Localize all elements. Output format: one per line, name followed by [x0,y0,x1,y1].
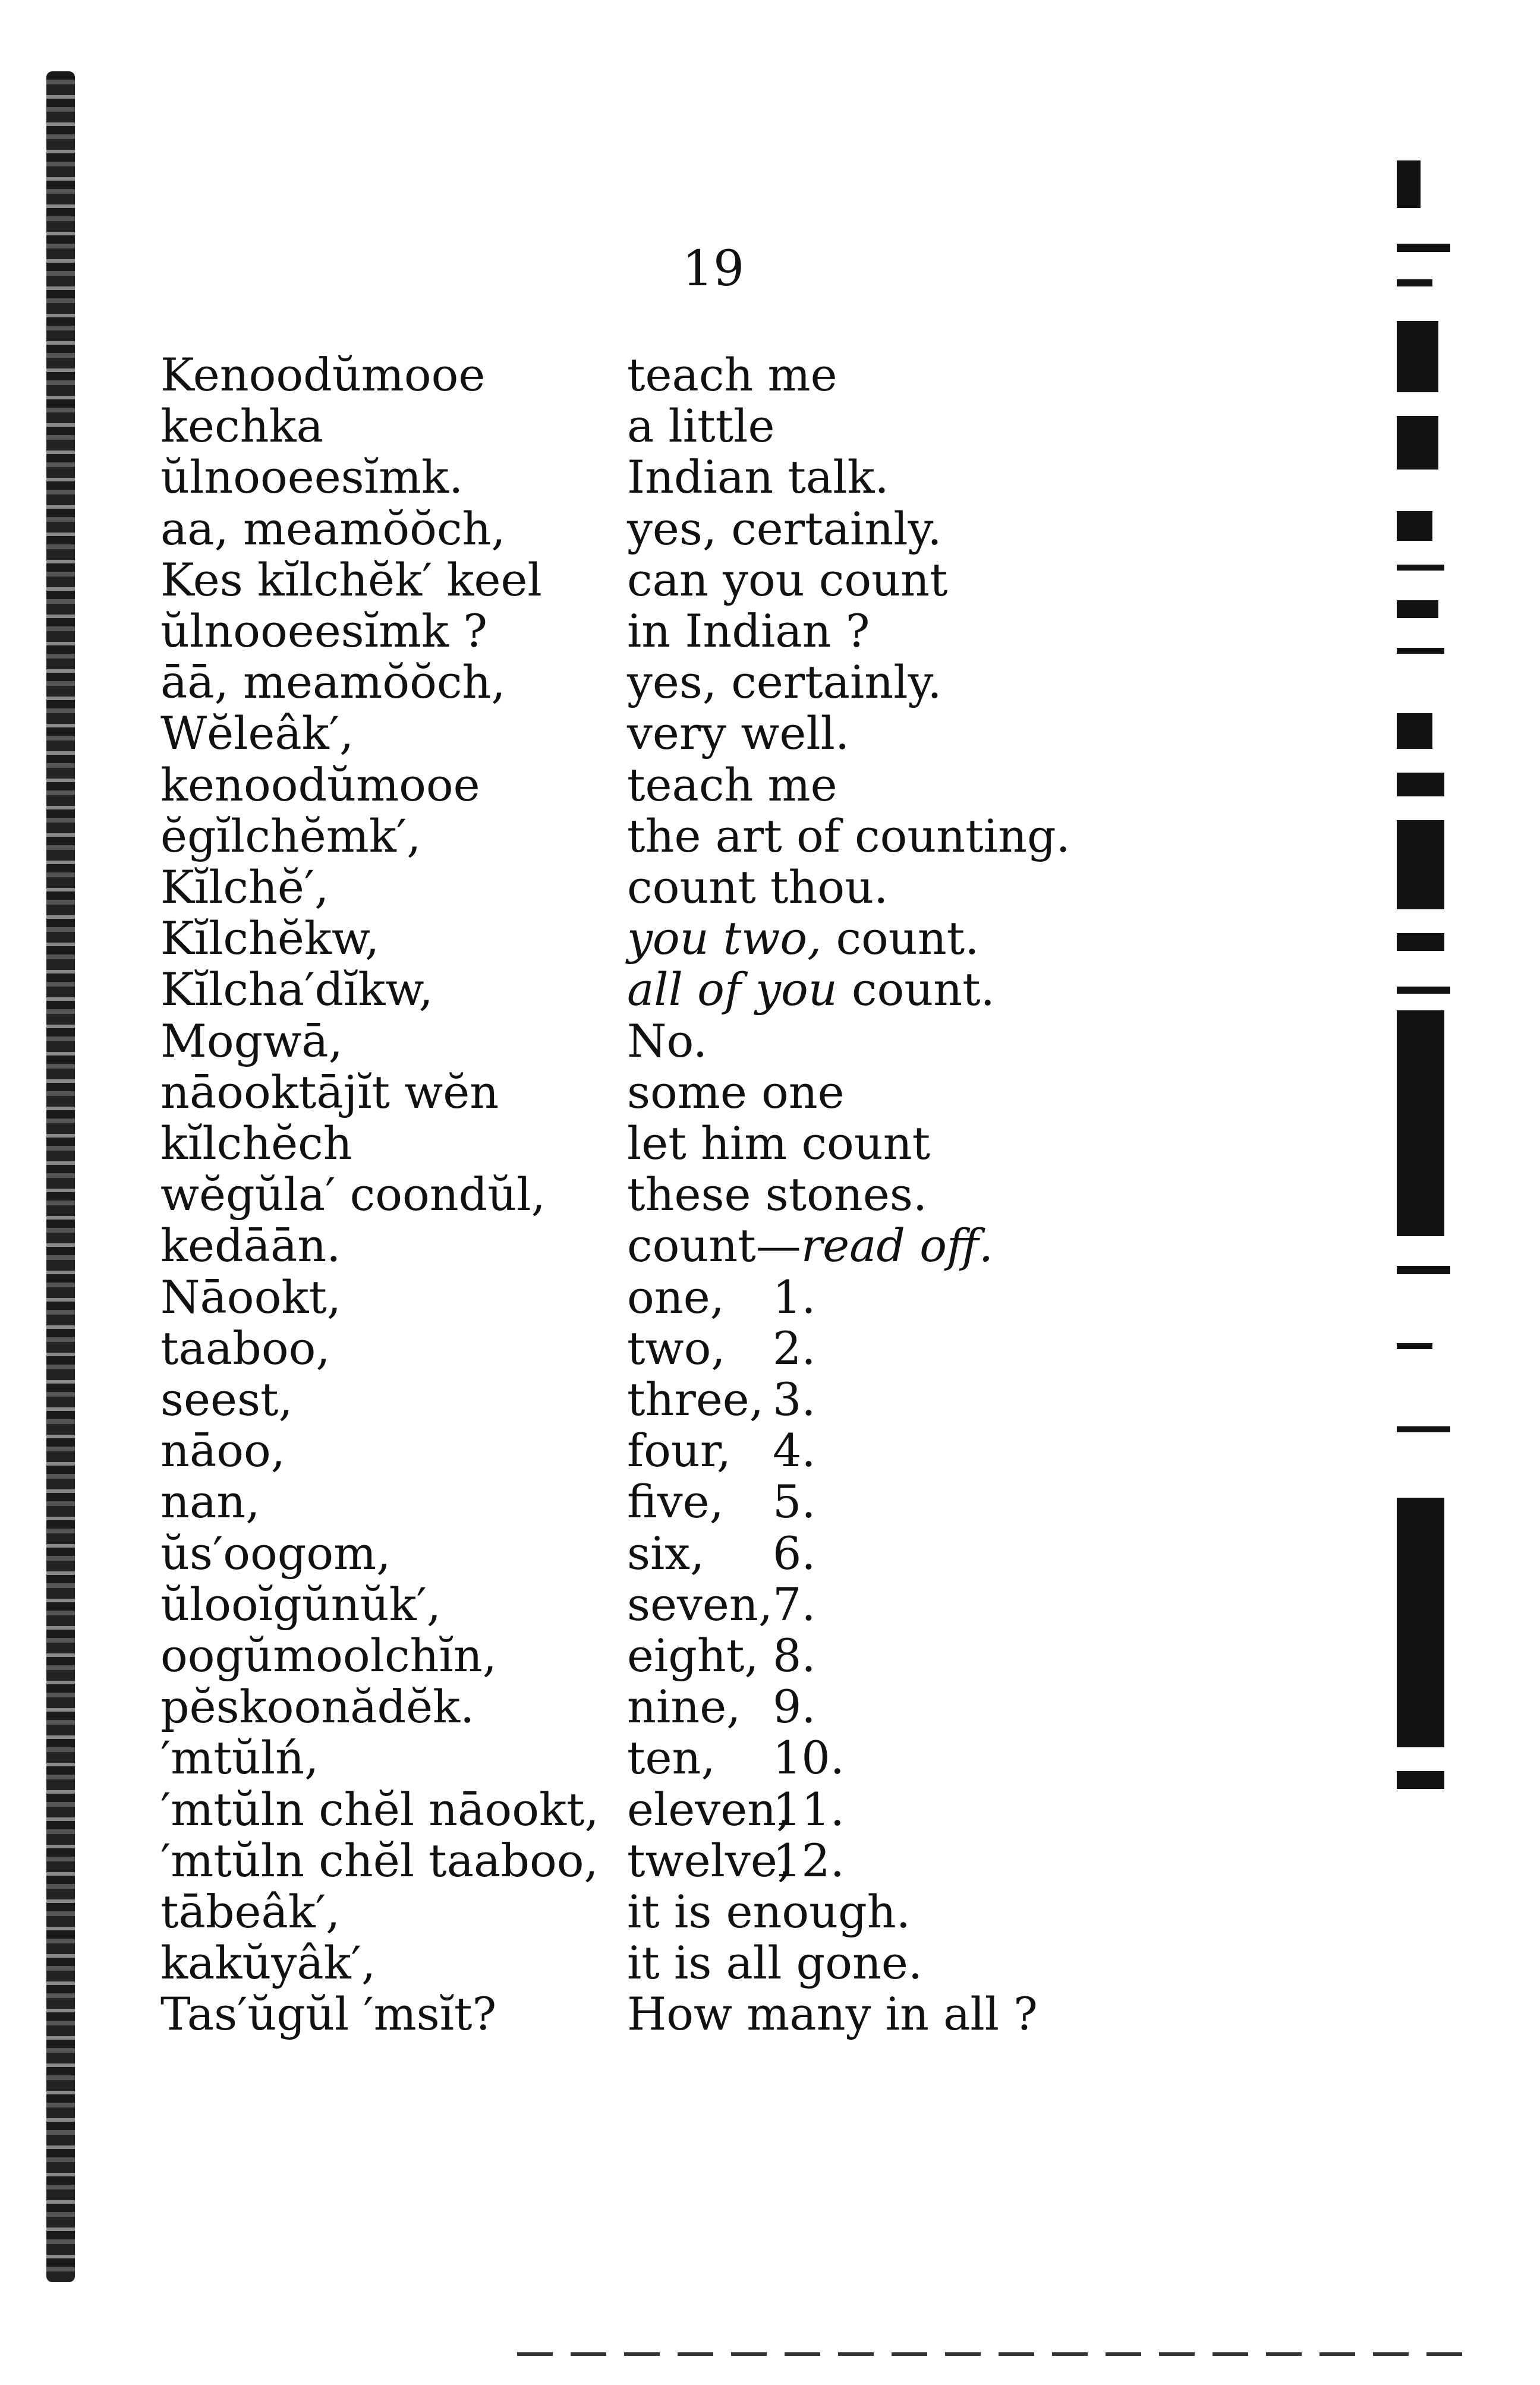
page-number: 19 [682,241,745,297]
translation-text: some one [627,1065,845,1119]
native-term: Nāookt, [160,1270,342,1324]
glossary-entry [0,503,1540,554]
native-term: ŭs′oogom, [160,1526,391,1580]
glossary-entry [0,811,1540,862]
glossary-entry [0,1067,1540,1118]
translation-italic: read off. [801,1219,993,1272]
translation-text: eight, [627,1629,759,1682]
english-translation [627,1630,1103,1681]
glossary-entry [0,1528,1540,1579]
english-translation [627,1579,1103,1630]
native-term: oogŭmoolchĭn, [160,1629,497,1682]
translation-text: seven, [627,1577,773,1631]
glossary-entry [0,401,1540,452]
translation-text: eleven, [627,1782,791,1836]
numeral: 5. [773,1475,816,1529]
native-term: nāooktājĭt wĕn [160,1065,499,1119]
numeral: 3. [773,1373,816,1426]
glossary-entry [0,1989,1540,2040]
glossary-entry [0,349,1540,401]
glossary-entry [0,862,1540,913]
glossary-entry [0,1323,1540,1374]
english-translation [627,1016,1103,1067]
native-term: Kĭlchĕkw, [160,912,380,965]
english-translation [627,503,1103,554]
glossary-entry [0,1784,1540,1835]
translation-text: one, [627,1270,725,1324]
english-translation [627,811,1103,862]
glossary-entry [0,1886,1540,1937]
glossary-entry [0,1476,1540,1527]
numeral: 2. [773,1321,816,1375]
native-term: wĕgŭla′ coondŭl, [160,1168,546,1221]
translation-text: twelve, [627,1833,792,1887]
native-term: tābeâk′, [160,1885,341,1938]
english-translation [627,1476,1103,1527]
glossary-entry [0,708,1540,759]
english-translation [627,1784,1103,1835]
english-translation [627,401,1103,452]
glossary-entry [0,452,1540,503]
english-translation [627,1835,1103,1886]
native-term: kechka [160,399,323,453]
native-term: nāoo, [160,1424,285,1477]
glossary-entry [0,1272,1540,1323]
numeral: 12. [773,1833,845,1887]
native-term: kedāān. [160,1219,341,1272]
english-translation [627,1067,1103,1118]
numeral: 11. [773,1782,845,1836]
translation-text: can you count [627,553,948,606]
glossary-entry [0,554,1540,606]
native-term: Kĭlcha′dĭkw, [160,963,433,1016]
translation-text: these stones. [627,1168,927,1221]
numeral: 4. [773,1424,816,1477]
translation-text: it is all gone. [627,1936,923,1990]
translation-italic: you two, [627,912,822,965]
glossary-entry [0,1835,1540,1886]
english-translation [627,708,1103,759]
translation-text: three, [627,1373,764,1426]
native-term: ŭlooĭgŭnŭk′, [160,1577,442,1631]
english-translation [627,862,1103,913]
glossary-entry [0,913,1540,964]
translation-text: count. [821,912,980,965]
native-term: ′mtŭln chĕl taaboo, [160,1833,599,1887]
english-translation [627,913,1103,964]
native-term: ŭlnooeesĭmk. [160,450,464,504]
translation-text: it is enough. [627,1885,911,1938]
glossary-entry [0,1681,1540,1732]
native-term: ′mtŭlń, [160,1731,319,1785]
english-translation [627,1681,1103,1732]
native-term: kenoodŭmooe [160,758,480,811]
translation-text: count thou. [627,861,889,913]
native-term: Kenoodŭmooe [160,348,486,401]
translation-text: count— [627,1219,801,1272]
english-translation [627,1528,1103,1579]
translation-text: No. [627,1014,708,1067]
english-translation [627,1374,1103,1425]
native-term: Kĭlchĕ′, [160,861,329,913]
numeral: 6. [773,1526,816,1580]
scan-bottom-rule [517,2352,1462,2356]
translation-text: in Indian ? [627,604,870,657]
glossary-entry [0,1118,1540,1169]
numeral: 1. [773,1270,816,1324]
translation-text: two, [627,1321,726,1375]
english-translation [627,452,1103,503]
glossary-entry [0,1732,1540,1784]
translation-text: the art of counting. [627,809,1070,862]
english-translation [627,1886,1103,1937]
translation-text: yes, certainly. [627,502,942,555]
glossary-entry [0,964,1540,1015]
translation-text: count. [837,963,995,1016]
translation-text: four, [627,1424,731,1477]
translation-text: yes, certainly. [627,656,942,709]
english-translation [627,1732,1103,1784]
numeral: 8. [773,1629,816,1682]
english-translation [627,657,1103,708]
native-term: seest, [160,1373,293,1426]
english-translation [627,1323,1103,1374]
glossary-entry [0,1937,1540,1989]
native-term: Mogwā, [160,1014,343,1067]
english-translation [627,1989,1103,2040]
english-translation [627,1118,1103,1169]
translation-text: nine, [627,1680,741,1734]
english-translation [627,1937,1103,1989]
translation-text: How many in all ? [627,1987,1038,2041]
translation-text: teach me [627,348,837,401]
translation-text: Indian talk. [627,450,889,504]
translation-text: six, [627,1526,705,1580]
english-translation [627,1220,1103,1271]
native-term: pĕskoonădĕk. [160,1680,475,1734]
translation-text: very well. [627,707,850,760]
native-term: ′mtŭln chĕl nāookt, [160,1782,599,1836]
english-translation [627,760,1103,811]
native-term: Kes kĭlchĕk′ keel [160,553,542,606]
translation-text: let him count [627,1117,931,1170]
native-term: aa, meamŏŏch, [160,502,506,555]
native-term: Tas′ŭgŭl ′msĭt? [160,1987,497,2041]
glossary-entry [0,1425,1540,1476]
translation-text: a little [627,399,775,453]
english-translation [627,964,1103,1015]
glossary-entry [0,606,1540,657]
english-translation [627,1272,1103,1323]
glossary-entry [0,1630,1540,1681]
glossary-entry [0,1579,1540,1630]
translation-text: five, [627,1475,724,1529]
glossary-entry [0,760,1540,811]
native-term: āā, meamŏŏch, [160,656,506,709]
english-translation [627,349,1103,401]
numeral: 10. [773,1731,845,1785]
translation-text: teach me [627,758,837,811]
glossary-entry [0,1220,1540,1271]
native-term: ĕgĭlchĕmk′, [160,809,421,862]
english-translation [627,1425,1103,1476]
glossary-entry [0,1374,1540,1425]
native-term: kakŭyâk′, [160,1936,376,1990]
glossary-entry [0,1016,1540,1067]
native-term: taaboo, [160,1321,330,1375]
english-translation [627,606,1103,657]
native-term: nan, [160,1475,260,1529]
numeral: 7. [773,1577,816,1631]
english-translation [627,1169,1103,1220]
glossary-entry [0,657,1540,708]
native-term: kĭlchĕch [160,1117,352,1170]
glossary-entry [0,1169,1540,1220]
native-term: ŭlnooeesĭmk ? [160,604,487,657]
translation-italic: all of you [627,963,837,1016]
native-term: Wĕleâk′, [160,707,354,760]
numeral: 9. [773,1680,816,1734]
translation-text: ten, [627,1731,716,1785]
english-translation [627,554,1103,606]
